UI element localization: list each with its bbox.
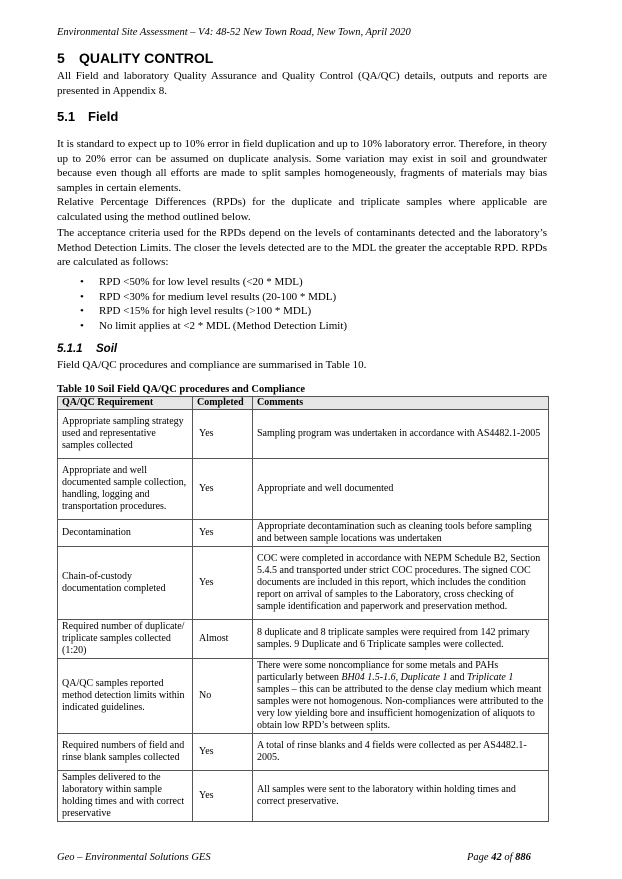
page-number: Page 42 of 886 [467,852,531,863]
subsection-heading-field [57,109,118,124]
comments-cell: Appropriate decontamination such as cleaning tools before sampling and between sample locations was undertaken [253,520,549,547]
bullet-icon: • [80,290,84,303]
completed-cell: Yes [193,520,253,547]
table-header-row [58,397,549,410]
subsection-title: Field [88,109,119,124]
column-header-comments: Comments [253,397,549,410]
completed-cell: Yes [193,734,253,771]
completed-cell: No [193,659,253,734]
comments-cell: Sampling program was undertaken in accordance with AS4482.1-2005 [253,410,549,459]
comments-cell: 8 duplicate and 8 triplicate samples were required from 142 primary samples. 9 Duplicate and 6 Triplicate samples were collected. [253,620,549,659]
comments-cell: There were some noncompliance for some metals and PAHs particularly between BH04 1.5-1.6, Duplicate 1 and Triplicate 1 samples – this can be attributed to the dense clay medium which meant samples were not homogenous. Non-compliances were attributed to the very low yielding bore and insufficient homogenization of aliquots to obtain low RPD’s between splits. [253,659,549,734]
subsubsection-title: Soil [96,343,118,355]
requirement-cell: Required numbers of field and rinse blank samples collected [58,734,193,771]
requirement-cell: Chain-of-custody documentation completed [58,547,193,620]
requirement-cell: Decontamination [58,520,193,547]
table-row [58,410,549,459]
bullet-icon: • [80,319,84,332]
completed-cell: Yes [193,547,253,620]
table-row [58,659,549,734]
requirement-cell: Appropriate and well documented sample collection, handling, logging and transportation procedures. [58,459,193,520]
list-item: • RPD <30% for medium level results (20-100 * MDL) [80,290,337,303]
section-title: QUALITY CONTROL [79,50,214,66]
completed-cell: Yes [193,459,253,520]
section-heading-quality-control [57,50,213,66]
table-row [58,734,549,771]
requirement-cell: QA/QC samples reported method detection limits within indicated guidelines. [58,659,193,734]
comments-cell: COC were completed in accordance with NEPM Schedule B2, Section 5.4.5 and transported under strict COC procedures. The signed COC documents are included in this report, which includes the condition report on arrival of samples to the Laboratory, cross checking of sample identification and paperwork and preservation method. [253,547,549,620]
requirement-cell: Appropriate sampling strategy used and representative samples collected [58,410,193,459]
qaqc-compliance-table [57,396,549,822]
requirement-cell: Required number of duplicate/ triplicate samples collected (1:20) [58,620,193,659]
section-number: 5 [57,50,65,66]
comments-cell: Appropriate and well documented [253,459,549,520]
rpd-criteria-list [80,275,347,333]
list-item: • RPD <50% for low level results (<20 * MDL) [80,276,303,288]
completed-cell: Yes [193,410,253,459]
rpd-method-paragraph: Relative Percentage Differences (RPDs) for the duplicate and triplicate samples where applicable are calculated using the method outlined below. [57,196,547,223]
list-item: • RPD <15% for high level results (>100 * MDL) [80,305,312,317]
subsubsection-number: 5.1.1 [57,343,83,355]
completed-cell: Almost [193,620,253,659]
column-header-completed: Completed [193,397,253,410]
comments-cell: A total of rinse blanks and 4 fields were collected as per AS4482.1-2005. [253,734,549,771]
table-caption: Table 10 Soil Field QA/QC procedures and Compliance [57,384,306,395]
subsection-number: 5.1 [57,109,76,124]
table-row [58,547,549,620]
subsubsection-heading-soil [57,343,117,355]
running-header: Environmental Site Assessment – V4: 48-52 New Town Road, New Town, April 2020 [57,27,411,38]
bullet-icon: • [80,276,84,288]
soil-summary-paragraph: Field QA/QC procedures and compliance are summarised in Table 10. [57,359,367,371]
field-error-paragraph: It is standard to expect up to 10% error in field duplication and up to 10% laboratory error. Therefore, in theory up to 20% error can be assumed on duplicate analysis. Some variation may exist in soil and groundwater because even though all efforts are made to split samples homogeneously, fragments of materials may bias samples in certain elements. [57,138,547,194]
table-row [58,459,549,520]
acceptance-criteria-paragraph: The acceptance criteria used for the RPDs depend on the levels of contaminants detected and the laboratory’s Method Detection Limits. The closer the levels detected are to the MDL the greater the acceptable RPD. RPDs are calculated as follows: [57,227,547,268]
bullet-icon: • [80,305,84,317]
column-header-requirement: QA/QC Requirement [58,397,193,410]
table-row [58,520,549,547]
requirement-cell: Samples delivered to the laboratory within sample holding times and with correct preservative [58,771,193,822]
table-row [58,771,549,822]
list-item: • No limit applies at <2 * MDL (Method Detection Limit) [80,319,348,332]
completed-cell: Yes [193,771,253,822]
footer-company: Geo – Environmental Solutions GES [57,852,211,863]
table-row [58,620,549,659]
section-intro-paragraph: All Field and laboratory Quality Assurance and Quality Control (QA/QC) details, outputs and reports are presented in Appendix 8. [57,70,547,97]
comments-cell: All samples were sent to the laboratory within holding times and correct preservative. [253,771,549,822]
